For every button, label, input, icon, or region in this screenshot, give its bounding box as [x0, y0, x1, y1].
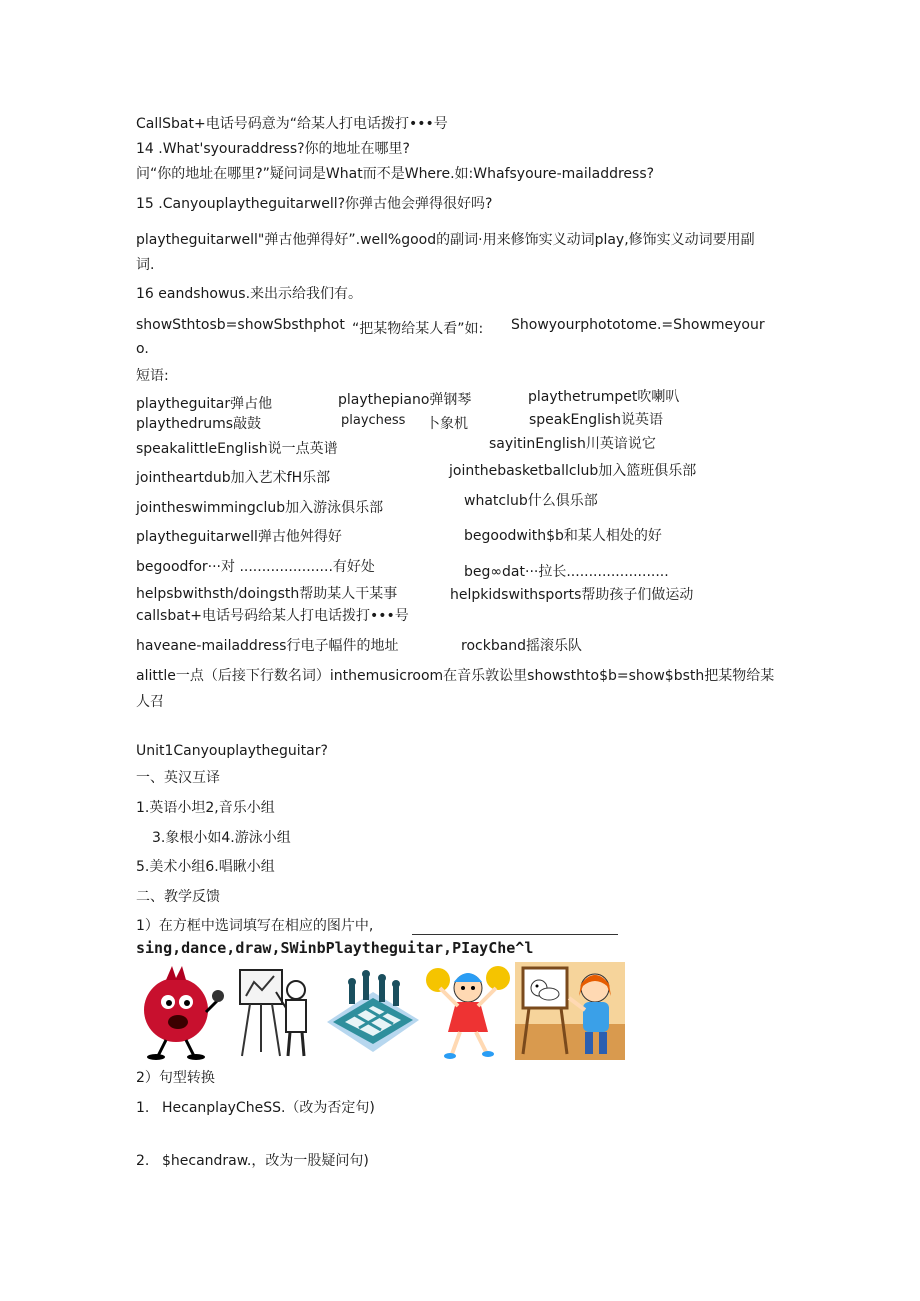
phrase-help-kids: helpkidswithsports帮助孩子们做运动	[450, 587, 694, 603]
phrase-speak-english: speakEnglish说英语	[529, 412, 664, 428]
dancing-girl-picture	[424, 962, 512, 1060]
chess-board-picture	[323, 962, 423, 1060]
sentence-1-number: 1.	[136, 1100, 150, 1116]
translate-item-1: 1.英语小坦2,音乐小组	[136, 800, 275, 816]
phrase-play-piano: playthepiano弹钢琴	[338, 392, 472, 408]
section-feedback: 二、教学反馈	[136, 889, 220, 905]
phrase-speak-little: speakalittleEnglish说一点英谱	[136, 441, 338, 457]
translate-item-3: 5.美术小组6.唱瞅小组	[136, 859, 275, 875]
phrase-art-club: jointheartdub加入艺术fH乐部	[136, 470, 331, 486]
phrase-good-with: begoodwith$b和某人相处的好	[464, 528, 662, 544]
note-15: 15 .Canyouplaytheguitarwell?你弹古他会弹得很好吗?	[136, 196, 493, 212]
singing-pomegranate-picture	[136, 962, 226, 1060]
note-14: 14 .What'syouraddress?你的地址在哪里?	[136, 141, 410, 157]
note-16: 16 eandshowus.来出示给我们有。	[136, 286, 363, 302]
phrases-heading: 短语:	[136, 368, 169, 384]
note-show-d: o.	[136, 341, 149, 357]
drawing-man-picture	[230, 962, 316, 1060]
note-show-a: showSthtosb=showSbsthphot	[136, 317, 345, 333]
note-15-explain-cont: 词.	[136, 257, 155, 273]
phrase-email-address: haveane-mailaddress行电子幅件的地址	[136, 638, 399, 654]
note-14-explain: 问“你的地址在哪里?”疑问词是What而不是Where.如:Whafsyoure-mailaddress?	[136, 166, 655, 182]
phrase-play-chess: playchess	[341, 413, 406, 428]
phrase-play-drums: playthedrums敲鼓	[136, 416, 262, 432]
phrase-say-it: sayitinEnglish川英谙说它	[489, 436, 656, 452]
note-call-sb: CallSbat+电话号码意为“给某人打电话拨打•••号	[136, 116, 448, 132]
unit-title: Unit1Canyouplaytheguitar?	[136, 743, 328, 759]
phrase-a-little: alittle一点（后接下行数名词）inthemusicroom在音乐敦讼里showsthto$b=show$bsth把某物给某	[136, 668, 775, 684]
sentence-1: HecanplayCheSS.（改为否定句)	[162, 1100, 375, 1116]
answer-blank-line	[412, 934, 618, 935]
phrase-basketball-club: jointhebasketballclub加入篮班俱乐部	[449, 463, 697, 479]
sentence-2-number: 2.	[136, 1153, 150, 1169]
translate-item-2: 3.象根小如4.游泳小组	[152, 830, 291, 846]
question-2: 2）句型转换	[136, 1070, 215, 1086]
section-translate: 一、英汉互译	[136, 770, 220, 786]
question-1: 1）在方框中选词填写在相应的图片中,	[136, 918, 374, 934]
phrase-what-club: whatclub什么俱乐部	[464, 493, 598, 509]
painting-girl-picture	[515, 962, 625, 1060]
phrase-play-trumpet: playthetrumpet吹喇叭	[528, 389, 680, 405]
phrase-rock-band: rockband摇滚乐队	[461, 638, 583, 654]
phrase-chess-cn: 卜象机	[426, 416, 468, 432]
phrase-play-guitar: playtheguitar弹占他	[136, 396, 273, 412]
word-box: sing,dance,draw,SWinbPlaytheguitar,PIayChe^l	[136, 939, 534, 957]
note-show-c: Showyourphototome.=Showmeyour	[511, 317, 765, 333]
phrase-swimming-club: jointheswimmingclub加入游泳俱乐部	[136, 500, 384, 516]
note-15-explain: playtheguitarwell"弹古他弹得好”.well%good的副词·用来修饰实义动词play,修饰实义动词要用副	[136, 232, 755, 248]
phrase-help-sb: helpsbwithsth/doingsth帮助某人干某事	[136, 586, 398, 602]
phrase-a-little-cont: 人召	[136, 694, 164, 710]
phrase-guitar-well: playtheguitarwell弹古他舛得好	[136, 529, 342, 545]
phrase-good-at: beg∞dat···拉长.......................	[464, 564, 669, 580]
sentence-2: $hecandraw.，改为一股疑问句)	[162, 1153, 369, 1169]
note-show-b: “把某物给某人看”如:	[352, 321, 484, 337]
phrase-call-sb: callsbat+电话号码给某人打电话拨打•••号	[136, 608, 409, 624]
phrase-good-for: begoodfor···对 .....................有好处	[136, 559, 375, 575]
